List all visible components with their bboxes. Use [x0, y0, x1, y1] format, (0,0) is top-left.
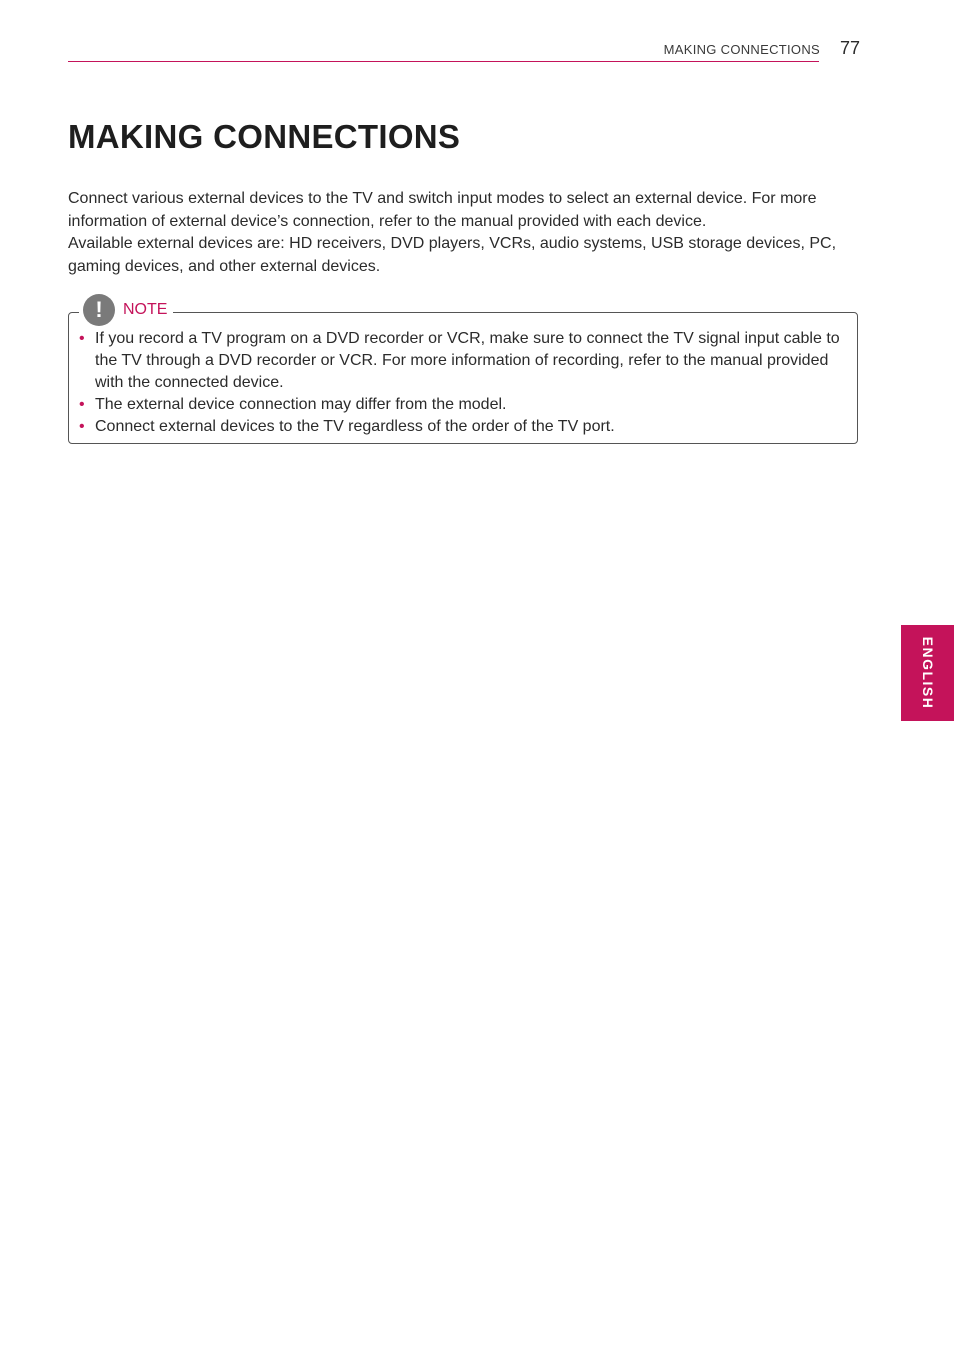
- note-list: [79, 328, 849, 438]
- note-item-text: If you record a TV program on a DVD recorder or VCR, make sure to connect the TV signal input cable to the TV through a DVD recorder or VCR. For more information of recording, refer to the manual provided with the connected device.: [95, 330, 840, 391]
- language-tab: [901, 625, 954, 721]
- note-box: [68, 297, 858, 444]
- exclamation-icon: !: [83, 294, 115, 326]
- header-section-title: MAKING CONNECTIONS: [663, 42, 820, 57]
- page-number: 77: [839, 38, 860, 58]
- intro-text: [68, 188, 868, 278]
- language-tab-label: ENGLISH: [919, 636, 936, 710]
- note-header: [79, 293, 173, 327]
- note-item: [79, 328, 849, 394]
- note-item: [79, 416, 849, 438]
- note-item-text: The external device connection may differ from the model.: [95, 396, 507, 413]
- note-item-text: Connect external devices to the TV regardless of the order of the TV port.: [95, 418, 615, 435]
- note-item: [79, 394, 849, 416]
- intro-paragraph: Available external devices are: HD receivers, DVD players, VCRs, audio systems, USB storage devices, PC, gaming devices, and other external devices.: [68, 235, 837, 275]
- bullet-icon: •: [79, 330, 85, 347]
- page-title: MAKING CONNECTIONS: [68, 118, 461, 155]
- intro-paragraph: Connect various external devices to the TV and switch input modes to select an external device. For more information of external device’s connection, refer to the manual provided with each device.: [68, 190, 817, 230]
- note-label: NOTE: [123, 301, 168, 318]
- bullet-icon: •: [79, 396, 85, 413]
- header-divider: [68, 61, 819, 62]
- bullet-icon: •: [79, 418, 85, 435]
